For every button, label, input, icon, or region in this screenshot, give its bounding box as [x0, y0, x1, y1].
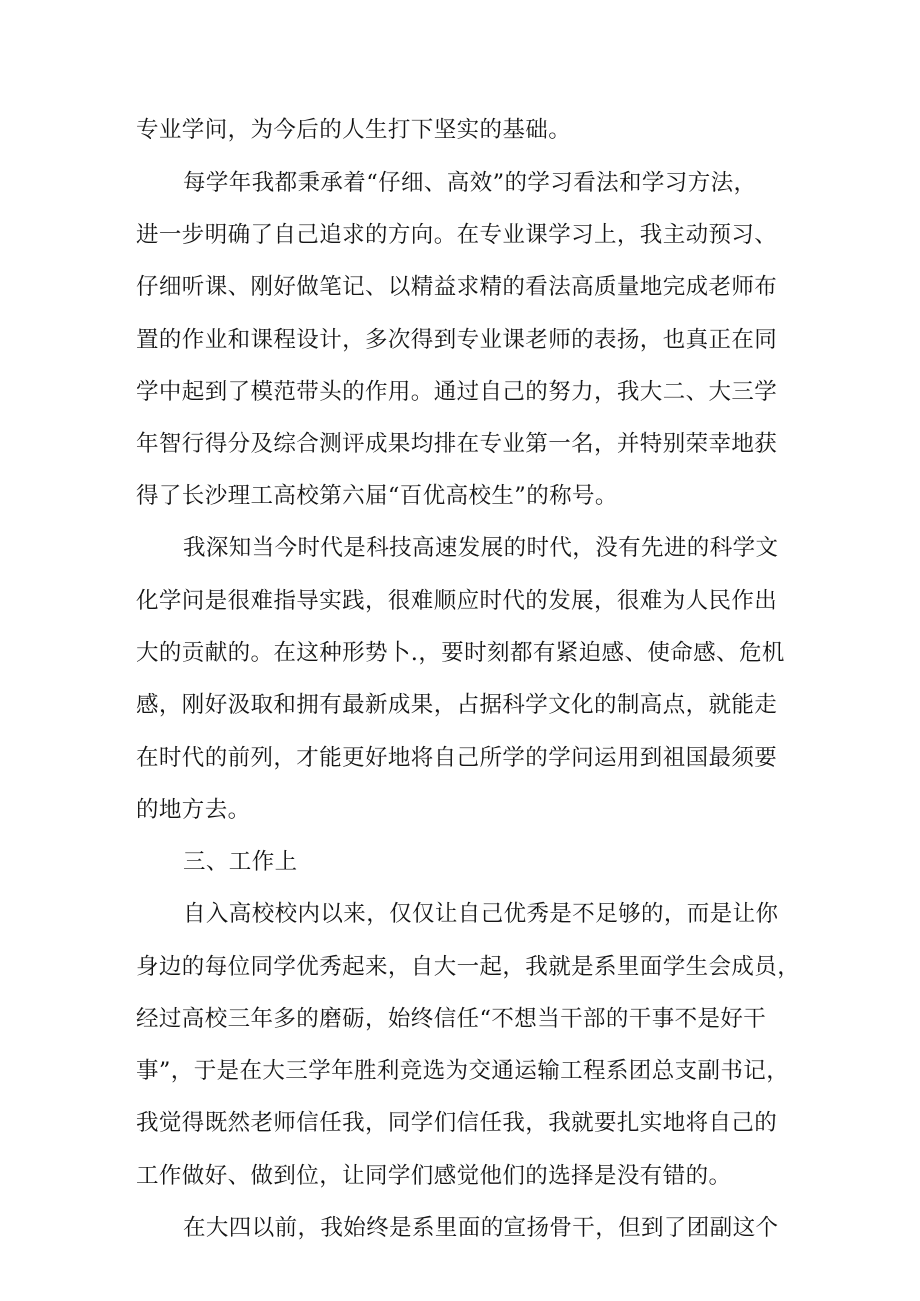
paragraph-line: 感，刚好汲取和拥有最新成果，占据科学文化的制高点，就能走 — [136, 692, 778, 718]
paragraph-line: 得了长沙理工高校第六届“百优高校生”的称号。 — [136, 483, 618, 509]
paragraph-line: 身边的每位同学优秀起来，自大一起，我就是系里面学生会成员， — [136, 954, 801, 980]
paragraph-line: 的地方去。 — [136, 797, 251, 823]
paragraph-line: 事”，于是在大三学年胜利竞选为交通运输工程系团总支副书记， — [136, 1058, 790, 1084]
paragraph-line: 工作做好、做到位，让同学们感觉他们的选择是没有错的。 — [136, 1163, 732, 1189]
paragraph-line: 学中起到了模范带头的作用。通过自己的努力，我大二、大三学 — [136, 379, 778, 405]
section-heading: 三、工作上 — [183, 849, 298, 875]
paragraph-line: 自入高校校内以来，仅仅让自己优秀是不足够的，而是让你 — [183, 901, 779, 927]
paragraph-line: 置的作业和课程设计，多次得到专业课老师的表扬，也真正在同 — [136, 327, 778, 353]
paragraph-line: 我深知当今时代是科技高速发展的时代，没有先进的科学文 — [183, 535, 779, 561]
paragraph-line: 年智行得分及综合测评成果均排在专业第一名，并特别荣幸地获 — [136, 431, 778, 457]
paragraph-line: 在时代的前列，才能更好地将自己所学的学问运用到祖国最须要 — [136, 745, 778, 771]
paragraph-line: 专业学问，为今后的人生打下坚实的基础。 — [136, 117, 572, 143]
paragraph-line: 每学年我都秉承着“仔细、高效”的学习看法和学习方法， — [183, 170, 757, 196]
paragraph-line: 大的贡献的。在这种形势卜.，要时刻都有紧迫感、使命感、危机 — [136, 640, 785, 666]
paragraph-line: 经过高校三年多的磨砺，始终信任“不想当干部的干事不是好干 — [136, 1006, 767, 1032]
paragraph-line: 我觉得既然老师信任我，同学们信任我，我就要扎实地将自己的 — [136, 1110, 778, 1136]
paragraph-line: 在大四以前，我始终是系里面的宣扬骨干，但到了团副这个 — [183, 1215, 779, 1241]
paragraph-line: 化学问是很难指导实践，很难顺应时代的发展，很难为人民作出 — [136, 588, 778, 614]
paragraph-line: 仔细听课、刚好做笔记、以精益求精的看法高质量地完成老师布 — [136, 274, 778, 300]
paragraph-line: 进一步明确了自己追求的方向。在专业课学习上，我主动预习、 — [136, 222, 778, 248]
